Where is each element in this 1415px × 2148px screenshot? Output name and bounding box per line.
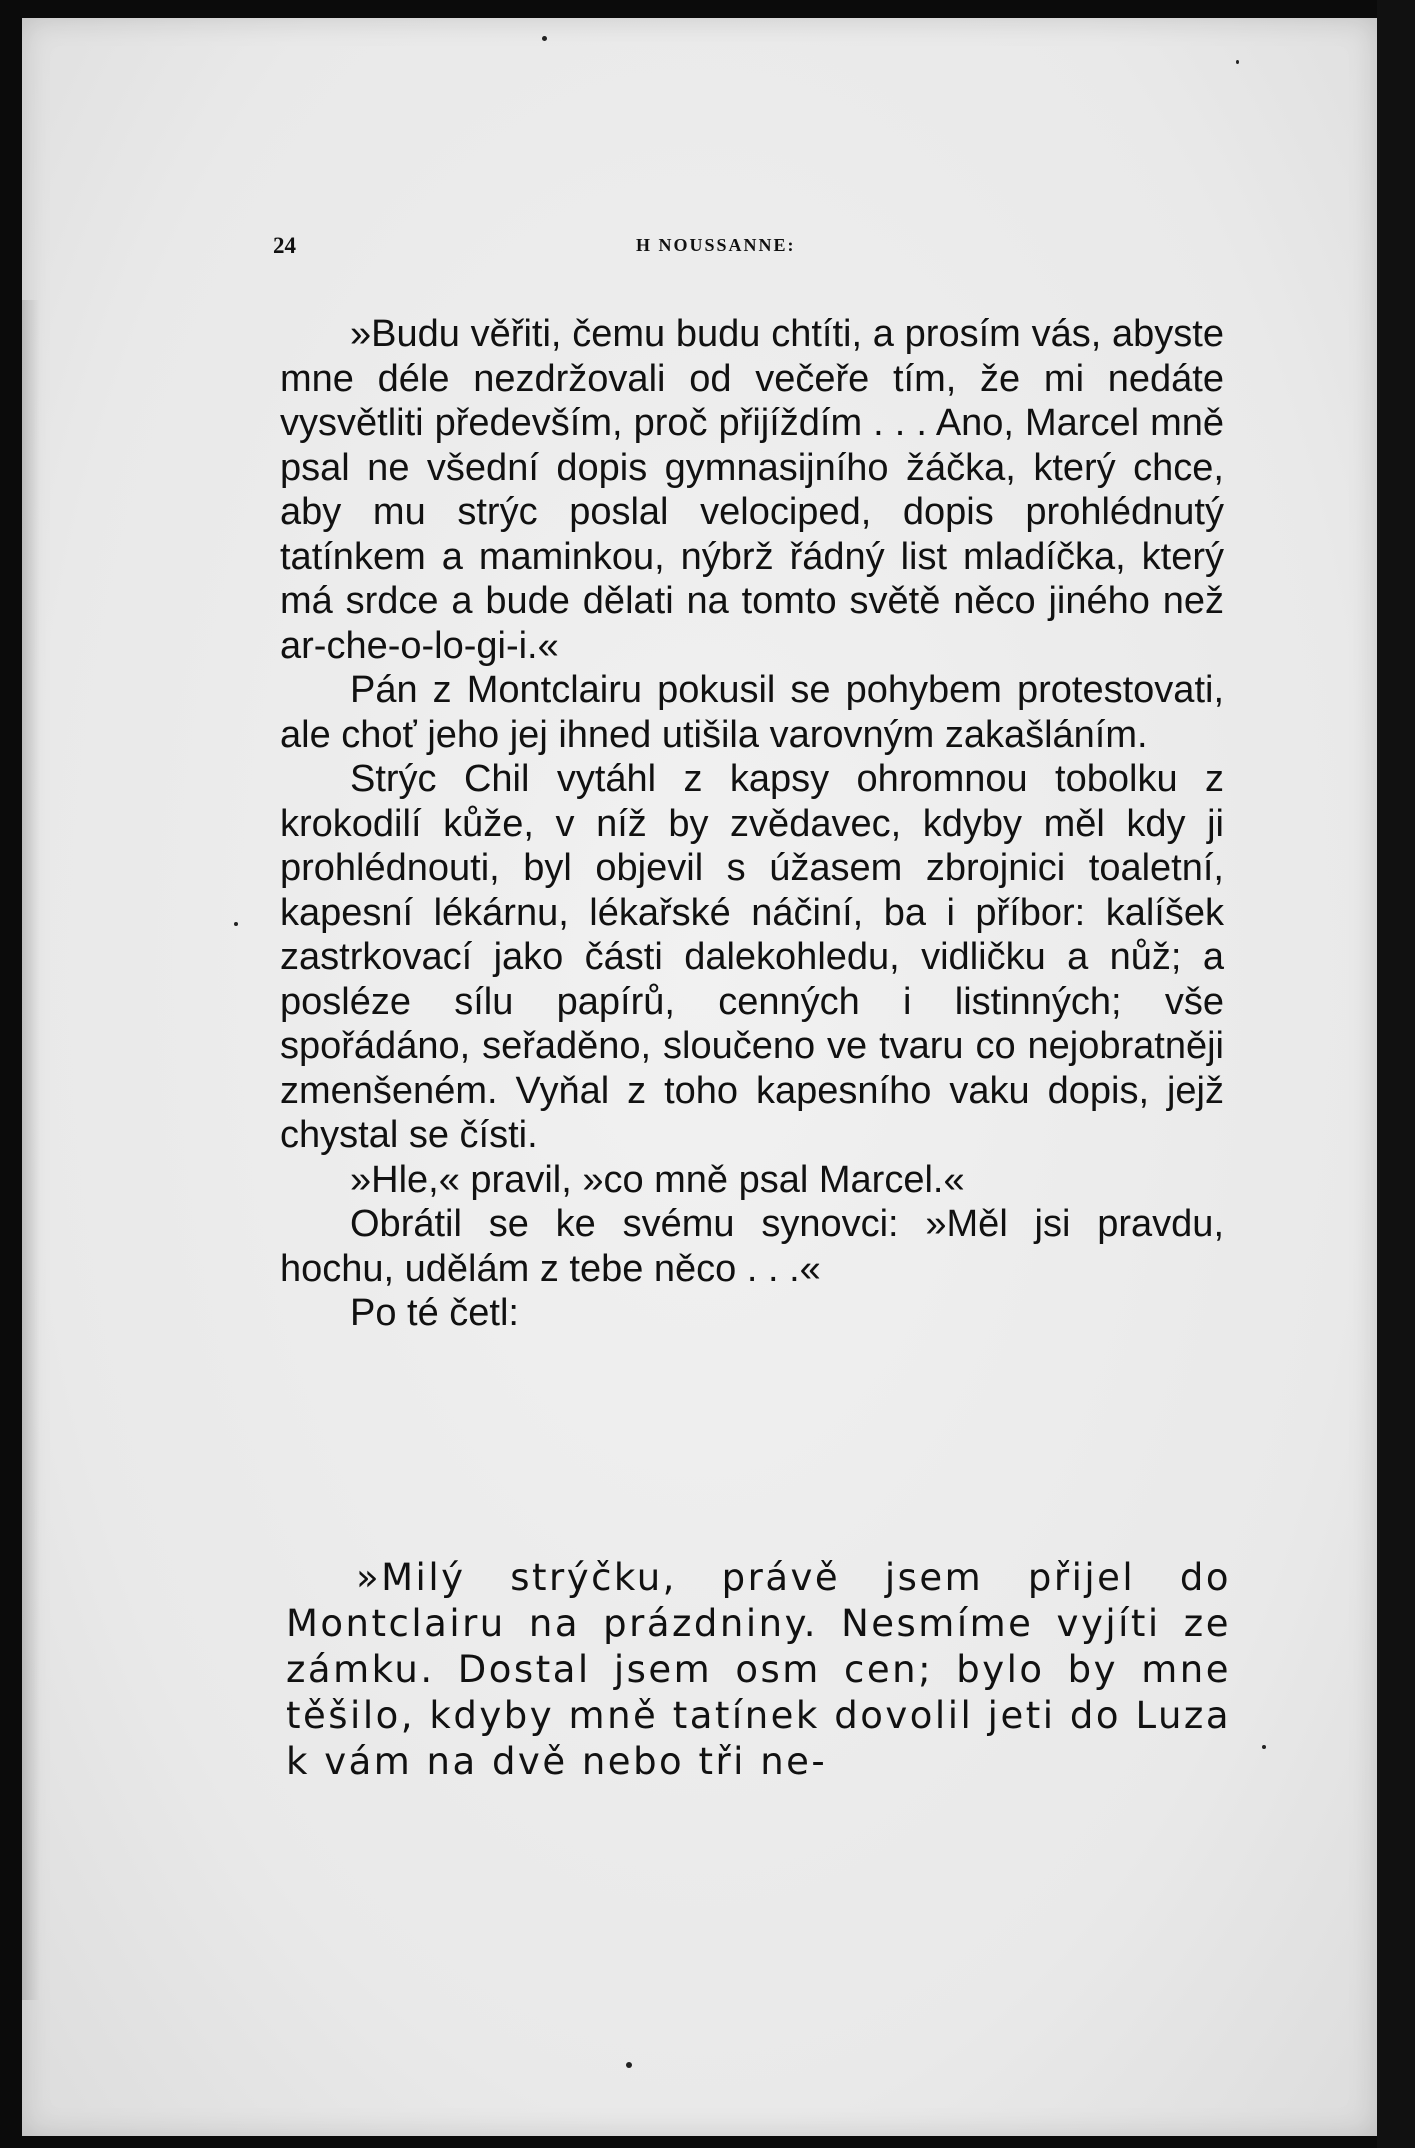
scan-speck: [626, 2062, 632, 2068]
scan-speck: [1236, 60, 1239, 64]
body-text: [280, 312, 1224, 1336]
scan-speck: [234, 922, 238, 926]
quoted-letter: [286, 1555, 1231, 1785]
paragraph: »Hle,« pravil, »co mně psal Marcel.«: [350, 1158, 965, 1201]
page-number: 24: [273, 233, 296, 258]
letter-text: »Milý strýčku, právě jsem přijel do Montclairu na prázdniny. Nesmíme vyjíti ze zámku. Dostal jsem osm cen; bylo by mne těšilo, kdyby mně tatínek dovolil jeti do Luza k vám na dvě nebo tři ne-: [286, 1556, 1231, 1783]
running-head: H NOUSSANNE:: [636, 235, 796, 255]
page-header: [273, 233, 873, 263]
binding-shadow: [22, 300, 40, 2000]
scan-border: [1377, 0, 1415, 2148]
paragraph: Pán z Montclairu pokusil se pohybem protestovati, ale choť jeho jej ihned utišila varovným zakašláním.: [280, 669, 1224, 756]
paragraph: »Budu věřiti, čemu budu chtíti, a prosím vás, abyste mne déle nezdržovali od večeře tím, že mi nedáte vysvětliti především, proč přijíždím . . . Ano, Marcel mně psal ne všední dopis gymnasijního žáčka, který chce, aby mu strýc poslal velociped, dopis prohlédnutý tatínkem a maminkou, nýbrž řádný list mladíčka, který má srdce a bude dělati na tomto světě něco jiného než ar-che-o-lo-gi-i.«: [280, 313, 1224, 667]
paragraph: Po té četl:: [350, 1292, 519, 1334]
paragraph: Obrátil se ke svému synovci: »Měl jsi pravdu, hochu, udělám z tebe něco . . .«: [280, 1203, 1224, 1290]
paragraph: Strýc Chil vytáhl z kapsy ohromnou tobolku z krokodilí kůže, v níž by zvědavec, kdyby měl kdy ji prohlédnouti, byl objevil s úžasem zbrojnici toaletní, kapesní lékárnu, lékařské náčiní, ba i příbor: kalíšek zastrkovací jako části dalekohledu, vidličku a nůž; a posléze sílu papírů, cenných i listinných; vše spořádáno, seřaděno, sloučeno ve tvaru co nejobratněji zmenšeném. Vyňal z toho kapesního vaku dopis, jejž chystal se čísti.: [280, 758, 1224, 1156]
scan-speck: [542, 36, 547, 41]
scan-speck: [1262, 1745, 1266, 1749]
